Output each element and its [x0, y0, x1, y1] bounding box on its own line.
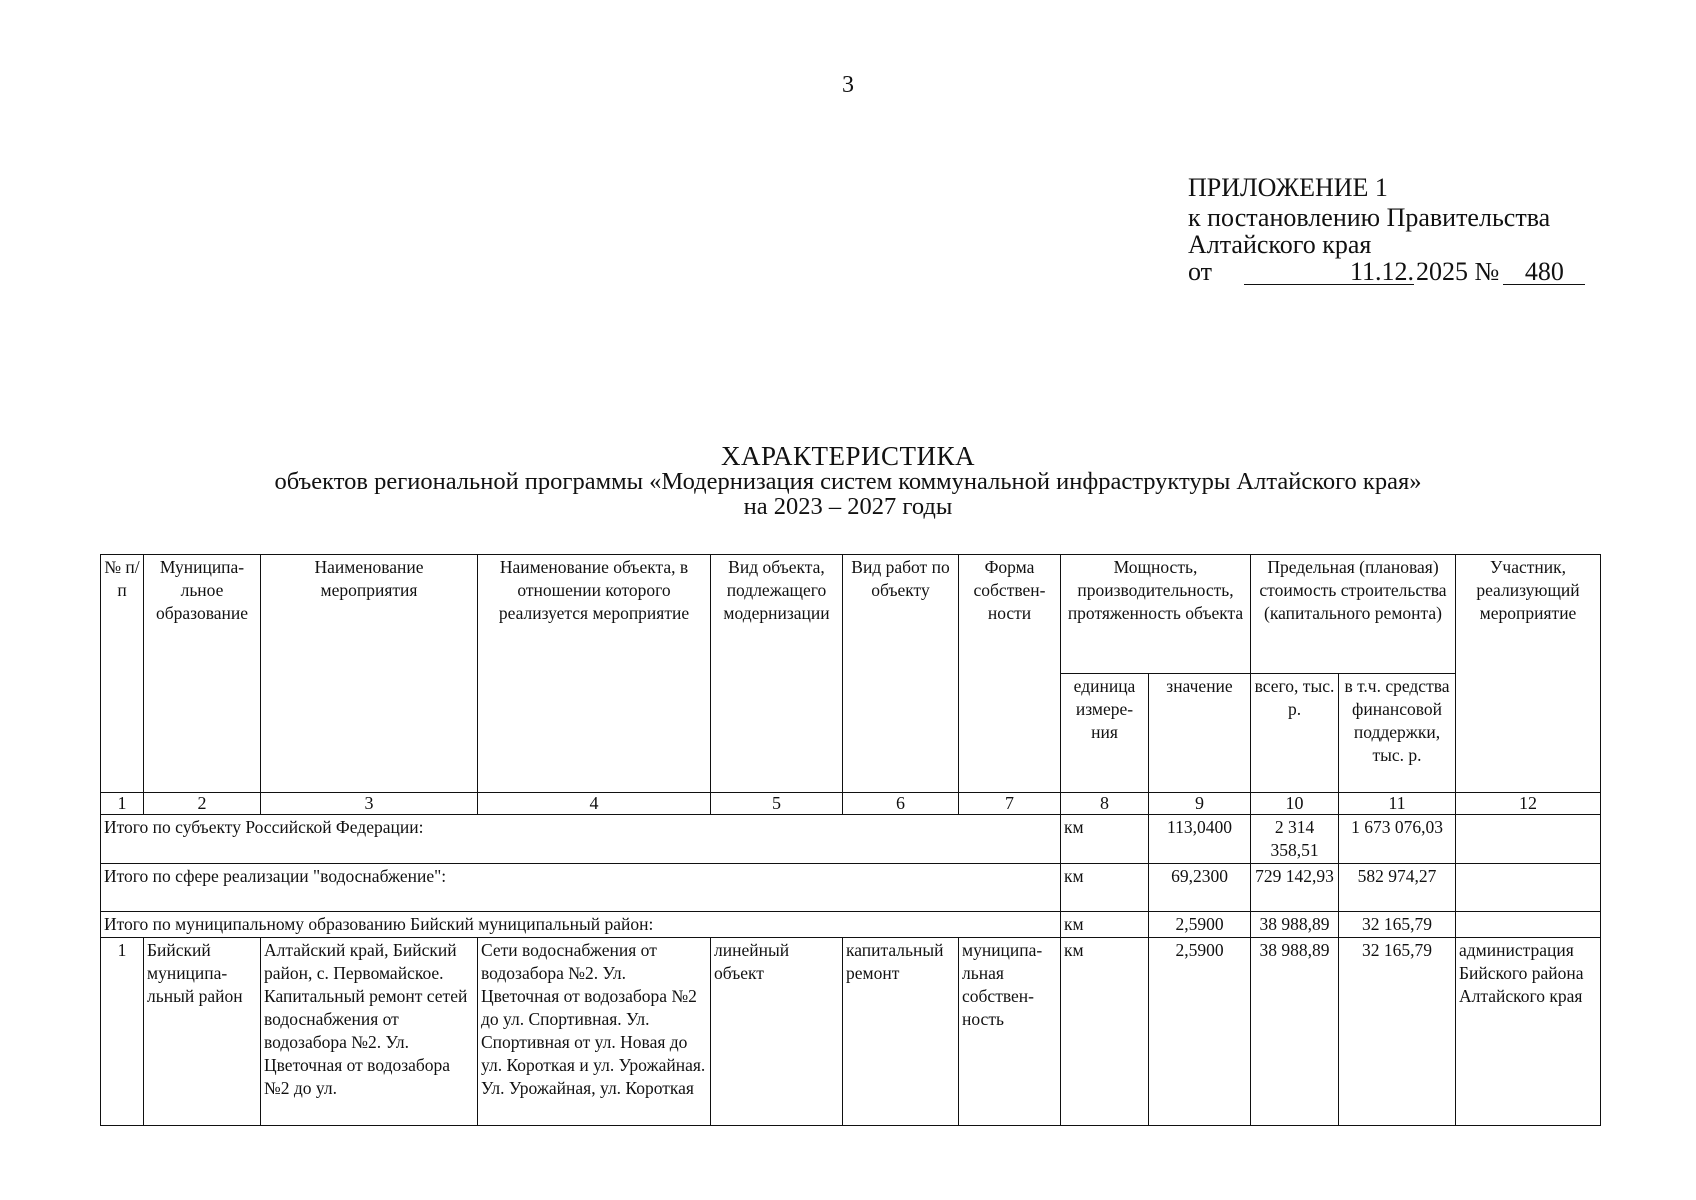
row-event: Алтайский край, Бийский район, с. Первомайское. Капитальный ремонт сетей водоснабжения от водозабора №2. Ул. Цветочная от водозабора №2 до ул.: [261, 938, 478, 1126]
header-row-1: [101, 555, 1601, 674]
decree-date: 11.12.: [1244, 259, 1414, 285]
total-participant: [1456, 912, 1601, 938]
total-row-municipality: [101, 912, 1601, 938]
total-row-federation: [101, 815, 1601, 864]
row-value: 2,5900: [1149, 938, 1251, 1126]
appendix-block: [1188, 174, 1608, 285]
total-row-water-supply: [101, 864, 1601, 912]
column-number: 1: [101, 793, 144, 815]
column-number: 3: [261, 793, 478, 815]
row-participant: администрация Бийского района Алтайского края: [1456, 938, 1601, 1126]
title-sub-2: на 2023 – 2027 годы: [743, 493, 953, 520]
title-main: ХАРАКТЕРИСТИКА: [720, 441, 976, 471]
total-label: Итого по сфере реализации "водоснабжение":: [101, 864, 1061, 912]
total-value: 2,5900: [1149, 912, 1251, 938]
header-municipality: Муниципа-льное образование: [144, 555, 261, 793]
header-object-type: Вид объекта, подлежащего модернизации: [711, 555, 843, 793]
column-number: 5: [711, 793, 843, 815]
header-object: Наименование объекта, в отношении которого реализуется мероприятие: [478, 555, 711, 793]
column-number: 8: [1061, 793, 1149, 815]
column-number: 4: [478, 793, 711, 815]
total-participant: [1456, 864, 1601, 912]
row-support: 32 165,79: [1339, 938, 1456, 1126]
appendix-line-3: Алтайского края: [1188, 230, 1372, 259]
document-title: [0, 443, 1696, 519]
total-support: 582 974,27: [1339, 864, 1456, 912]
decree-year: 2025 №: [1416, 257, 1500, 286]
column-number: 12: [1456, 793, 1601, 815]
total-support: 1 673 076,03: [1339, 815, 1456, 864]
total-unit: км: [1061, 864, 1149, 912]
total-value: 69,2300: [1149, 864, 1251, 912]
row-municipality: Бийский муниципа-льный район: [144, 938, 261, 1126]
header-work-type: Вид работ по объекту: [843, 555, 959, 793]
total-cost: 729 142,93: [1251, 864, 1339, 912]
total-cost: 2 314 358,51: [1251, 815, 1339, 864]
decree-number: 480: [1503, 259, 1585, 285]
row-total-cost: 38 988,89: [1251, 938, 1339, 1126]
header-support: в т.ч. средства финансовой поддержки, тыс. р.: [1339, 674, 1456, 793]
header-number: № п/п: [101, 555, 144, 793]
total-cost: 38 988,89: [1251, 912, 1339, 938]
column-number: 2: [144, 793, 261, 815]
total-support: 32 165,79: [1339, 912, 1456, 938]
column-number: 7: [959, 793, 1061, 815]
column-number: 6: [843, 793, 959, 815]
total-value: 113,0400: [1149, 815, 1251, 864]
column-number: 11: [1339, 793, 1456, 815]
column-number-row: [101, 793, 1601, 815]
appendix-line-2: к постановлению Правительства: [1188, 203, 1551, 232]
row-object-type: линейный объект: [711, 938, 843, 1126]
row-number: 1: [101, 938, 144, 1126]
row-unit: км: [1061, 938, 1149, 1126]
header-total-cost: всего, тыс. р.: [1251, 674, 1339, 793]
objects-table: [100, 554, 1601, 1126]
appendix-date-line: [1188, 258, 1608, 285]
header-event: Наименование мероприятия: [261, 555, 478, 793]
total-unit: км: [1061, 912, 1149, 938]
page-number: 3: [842, 72, 854, 98]
row-object: Сети водоснабжения от водозабора №2. Ул. Цветочная от водозабора №2 до ул. Спортивная. Ул. Спортивная от ул. Новая до ул. Короткая и ул. Урожайная. Ул. Урожайная, ул. Короткая: [478, 938, 711, 1126]
header-ownership: Форма собствен-ности: [959, 555, 1061, 793]
total-label: Итого по муниципальному образованию Бийский муниципальный район:: [101, 912, 1061, 938]
header-participant: Участник, реализующий мероприятие: [1456, 555, 1601, 793]
row-work-type: капитальный ремонт: [843, 938, 959, 1126]
total-label: Итого по субъекту Российской Федерации:: [101, 815, 1061, 864]
appendix-title: ПРИЛОЖЕНИЕ 1: [1188, 173, 1388, 202]
table-row: [101, 938, 1601, 1126]
total-participant: [1456, 815, 1601, 864]
column-number: 9: [1149, 793, 1251, 815]
title-sub-1: объектов региональной программы «Модернизация систем коммунальной инфраструктуры Алтайского края»: [274, 468, 1422, 495]
row-ownership: муниципа-льная собствен-ность: [959, 938, 1061, 1126]
header-unit: единица измере-ния: [1061, 674, 1149, 793]
from-label: от: [1188, 257, 1213, 286]
header-value: значение: [1149, 674, 1251, 793]
header-cost: Предельная (плановая) стоимость строительства (капитального ремонта): [1251, 555, 1456, 674]
total-unit: км: [1061, 815, 1149, 864]
header-capacity: Мощность, производительность, протяженность объекта: [1061, 555, 1251, 674]
column-number: 10: [1251, 793, 1339, 815]
